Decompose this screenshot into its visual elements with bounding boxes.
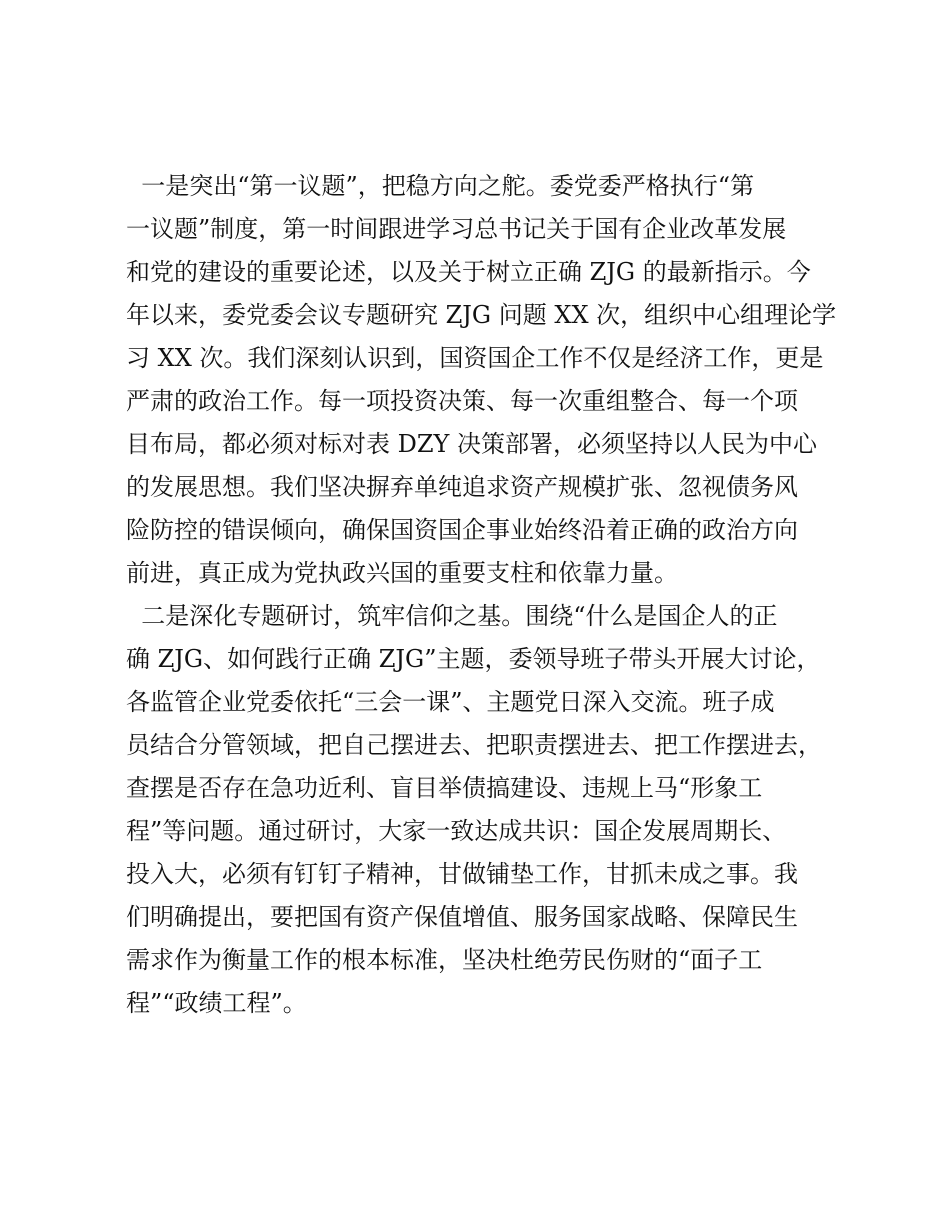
paragraph-line: 习 XX 次。我们深刻认识到，国资国企工作不仅是经济工作，更是 <box>126 344 824 372</box>
paragraph-line: 前进，真正成为党执政兴国的重要支柱和依靠力量。 <box>126 559 678 587</box>
paragraph-line: 年以来，委党委会议专题研究 ZJG 问题 XX 次，组织中心组理论学 <box>126 301 837 329</box>
paragraph-line: 目布局，都必须对标对表 DZY 决策部署，必须坚持以人民为中心 <box>126 430 818 458</box>
paragraph-line: 需求作为衡量工作的根本标准，坚决杜绝劳民伤财的“面子工 <box>126 946 763 974</box>
paragraph-line: 和党的建设的重要论述，以及关于树立正确 ZJG 的最新指示。今 <box>126 258 811 286</box>
paragraph-line: 二是深化专题研讨，筑牢信仰之基。围绕“什么是国企人的正 <box>126 602 778 630</box>
paragraph-line: 们明确提出，要把国有资产保值增值、服务国家战略、保障民生 <box>126 903 798 931</box>
paragraph-line: 程”等问题。通过研讨，大家一致达成共识：国企发展周期长、 <box>126 817 787 845</box>
paragraph-line: 员结合分管领域，把自己摆进去、把职责摆进去、把工作摆进去， <box>126 731 822 759</box>
paragraph-line: 一议题”制度，第一时间跟进学习总书记关于国有企业改革发展 <box>126 215 787 243</box>
paragraph-line: 查摆是否存在急功近利、盲目举债搞建设、违规上马“形象工 <box>126 774 763 802</box>
paragraph-line: 各监管企业党委依托“三会一课”、主题党日深入交流。班子成 <box>126 688 775 716</box>
paragraph-line: 一是突出“第一议题”，把稳方向之舵。委党委严格执行“第 <box>126 172 755 200</box>
paragraph-line: 确 ZJG、如何践行正确 ZJG”主题，委领导班子带头开展大讨论， <box>126 645 821 673</box>
paragraph-line: 严肃的政治工作。每一项投资决策、每一次重组整合、每一个项 <box>126 387 798 415</box>
paragraph-line: 险防控的错误倾向，确保国资国企事业始终沿着正确的政治方向 <box>126 516 798 544</box>
paragraph-line: 投入大，必须有钉钉子精神，甘做铺垫工作，甘抓未成之事。我 <box>126 860 798 888</box>
paragraph-line: 的发展思想。我们坚决摒弃单纯追求资产规模扩张、忽视债务风 <box>126 473 798 501</box>
paragraph-line: 程”“政绩工程”。 <box>126 989 307 1017</box>
